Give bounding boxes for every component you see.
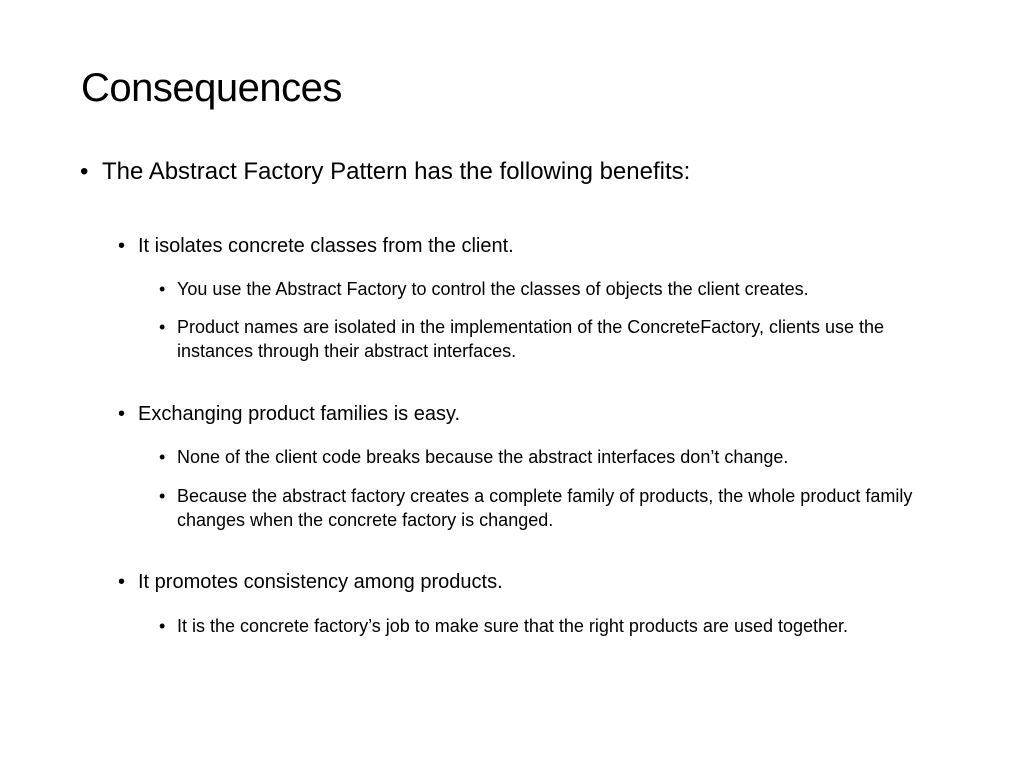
bullet-dot: • (159, 317, 166, 337)
bullet-dot: • (159, 486, 166, 506)
bullet-level3 (159, 315, 937, 363)
bullet-level3 (159, 277, 937, 301)
slide-title: Consequences (81, 66, 342, 110)
bullet-level2 (118, 570, 978, 594)
bullet-text: You use the Abstract Factory to control the classes of objects the client creates. (177, 279, 809, 299)
bullet-level2 (118, 234, 978, 258)
bullet-dot: • (118, 571, 126, 593)
bullet-level2 (118, 402, 978, 426)
bullet-dot: • (159, 616, 166, 636)
bullet-text: Product names are isolated in the implementation of the ConcreteFactory, clients use the instances through their abstract interfaces. (177, 317, 885, 361)
bullet-text: It isolates concrete classes from the client. (138, 235, 514, 257)
bullet-text: None of the client code breaks because the abstract interfaces don’t change. (177, 447, 789, 467)
bullet-dot: • (159, 447, 166, 467)
bullet-level1 (80, 158, 982, 187)
bullet-dot: • (159, 279, 166, 299)
bullet-text: Because the abstract factory creates a complete family of products, the whole product family changes when the concrete factory is changed. (177, 486, 913, 530)
bullet-text: Exchanging product families is easy. (138, 403, 461, 425)
bullet-text: It promotes consistency among products. (138, 571, 503, 593)
bullet-dot: • (118, 235, 126, 257)
bullet-level3 (159, 445, 937, 469)
bullet-text: The Abstract Factory Pattern has the following benefits: (102, 158, 691, 185)
bullet-level3 (159, 614, 937, 638)
bullet-text: It is the concrete factory’s job to make sure that the right products are used together. (177, 616, 849, 636)
bullet-level3 (159, 484, 937, 532)
bullet-dot: • (80, 158, 89, 185)
bullet-dot: • (118, 403, 126, 425)
